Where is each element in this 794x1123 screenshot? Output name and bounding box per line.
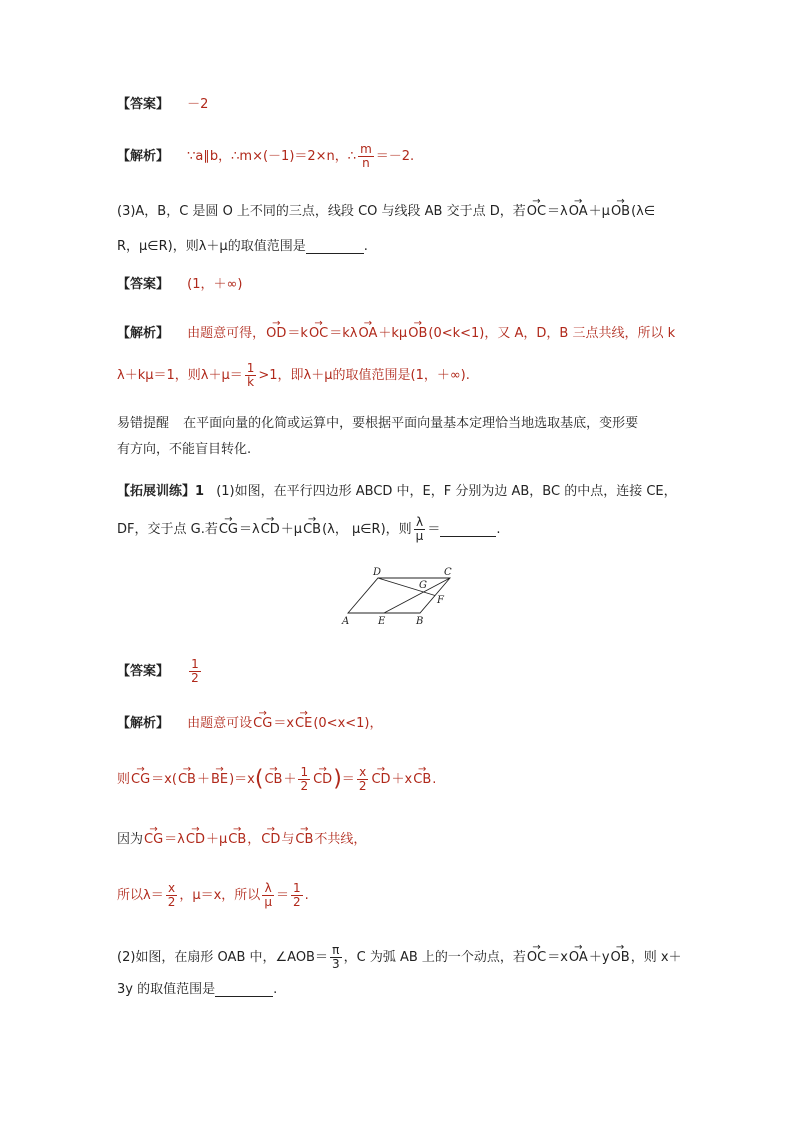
ext-line-2: DF，交于点 G.若→ CG＝λ→ CD＋μ→ CB(λ， μ∈R)，则 $\frac{\lambda}{\mu}$ ＝ . (117, 516, 500, 543)
ext-analysis-line-2: 则→ CG＝x(→ CB＋→ BE)＝x(→ CB＋ $\frac{1}{2}$ → CD)＝ $\frac{x}{2}$ → CD＋x→ CB. (117, 766, 436, 793)
analysis-row-1 (117, 143, 414, 170)
question-3-line-1: (3)A，B，C 是圆 O 上不同的三点，线段 CO 与线段 AB 交于点 D，若→ OC＝λ→ OA＋μ→ OB(λ∈ (117, 201, 655, 223)
label-a: A (342, 616, 350, 627)
analysis-label: 【解析】 (117, 149, 170, 164)
analysis-row-3-line-2: λ＋kμ＝1，则λ＋μ＝ $\frac{1}{k}$ >1，即λ＋μ的取值范围是(1，＋∞). (117, 361, 470, 389)
answer-value: (1，＋∞) (187, 277, 243, 292)
label-e: E (378, 616, 386, 627)
answer-row-1 (117, 94, 208, 116)
answer-row-3: 【答案】 (1，＋∞) (117, 277, 243, 292)
question-3-line-2: R，μ∈R)，则λ＋μ的取值范围是 . (117, 239, 368, 254)
ext-line-1: 【拓展训练】1 (1)如图，在平行四边形 ABCD 中，E，F 分别为边 AB，BC 的中点，连接 CE， (117, 484, 677, 499)
parallelogram-figure (338, 566, 462, 628)
analysis-text: ∵a∥b，∴m×(－1)＝2×n，∴ $\frac{m}{n}$ ＝－2. (187, 142, 415, 170)
ext-answer-row: 【答案】 $\frac{1}{2}$ (117, 657, 199, 685)
label-g: G (419, 580, 427, 591)
tip-line-2: 有方向，不能盲目转化. (117, 442, 252, 457)
question-2-line-2: 3y 的取值范围是 . (117, 982, 278, 997)
answer-value: －2 (187, 97, 209, 112)
analysis-row-3-line-1: 【解析】 由题意可得，→ OD＝k→ OC＝kλ→ OA＋kμ→ OB(0<k<1)，又 A，D，B 三点共线，所以 k (117, 323, 675, 345)
answer-label: 【答案】 (117, 97, 170, 112)
ext-analysis-line-3: 因为→ CG＝λ→ CD＋μ→ CB，→ CD与→ CB不共线， (117, 829, 366, 851)
label-d: D (373, 567, 382, 578)
ext-analysis-line-1: 【解析】 由题意可设→ CG＝x→ CE(0<x<1)， (117, 713, 383, 735)
fraction: $\frac{m}{n}$ (360, 142, 372, 170)
label-f: F (437, 595, 444, 606)
label-c: C (444, 567, 452, 578)
tip-line-1: 易错提醒 在平面向量的化简或运算中，要根据平面向量基本定理恰当地选取基底，变形要 (117, 416, 639, 431)
tip-title: 易错提醒 (117, 416, 170, 431)
label-b: B (416, 616, 424, 627)
question-2-line-1: (2)如图，在扇形 OAB 中，∠AOB＝ $\frac{\pi}{3}$ ，C 为弧 AB 上的一个动点，若→ OC＝x→ OA＋y→ OB，则 x＋ (117, 944, 682, 971)
ext-analysis-line-4: 所以λ＝ $\frac{x}{2}$ ，μ＝x，所以 $\frac{\lambda}{\mu}$ ＝ $\frac{1}{2}$ . (117, 881, 309, 909)
answer-blank (306, 239, 364, 254)
